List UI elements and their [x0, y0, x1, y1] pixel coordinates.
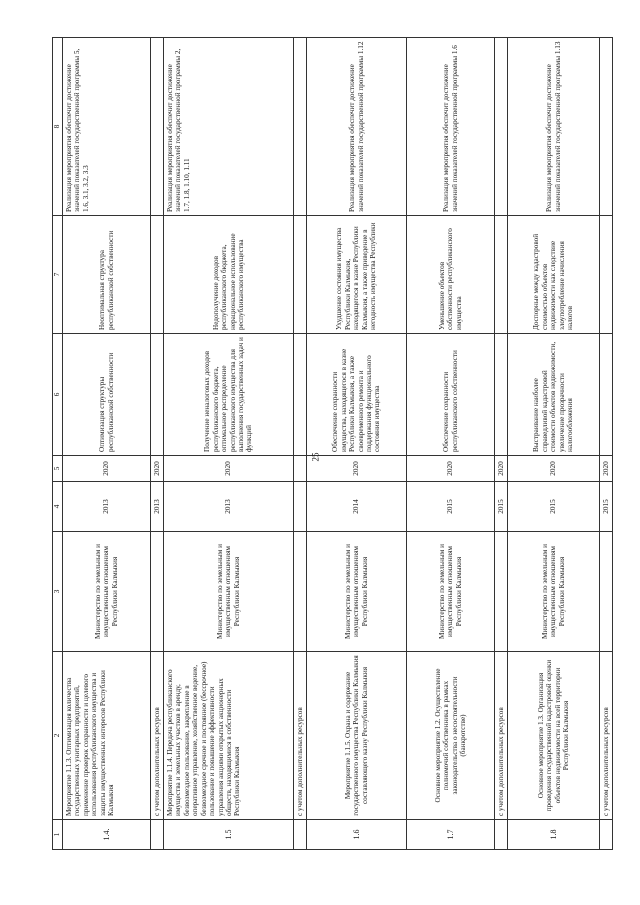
activity-cell: Мероприятие 1.1.4. Передача республиканского имущества и земельных участков в аренду, безвозмездное пользование, закрепление в оперативное управление, хозяйственное ведение, безвозмездное срочное и постоянное (бессрочное) пользование и повышение эффективности управления акциями открытых акционерных обществ, находящимися в собственности Республики Калмыкия: [164, 652, 294, 820]
extra-resources-label: с учетом дополнительных ресурсов: [495, 652, 508, 820]
executor-cell: Министерство по земельным и имущественным отношениям Республики Калмыкия: [508, 532, 600, 652]
extra-resources-row: [600, 38, 613, 850]
extra-resources-row: [495, 38, 508, 850]
executor-cell: Министерство по земельным и имущественным отношениям Республики Калмыкия: [63, 532, 151, 652]
extra-start-year: [294, 482, 307, 532]
table-row: [508, 38, 600, 850]
indicator-cell: Реализация мероприятия обеспечит достижение значений показателей государственной программы 1.6: [407, 38, 495, 216]
end-year-cell: 2020: [63, 456, 151, 482]
row-number: 1.4.: [63, 820, 151, 850]
consequence-cell: Неоптимальная структура республиканской собственности: [63, 216, 151, 334]
extra-end-year: 2020: [600, 456, 613, 482]
indicator-cell: Реализация мероприятия обеспечит достижение значений показателей государственной программы 5, 1.6, 3.1, 3.2, 3.3: [63, 38, 151, 216]
header-cell: 6: [53, 334, 63, 456]
extra-resources-label: с учетом дополнительных ресурсов: [151, 652, 164, 820]
result-cell: Оптимизация структуры республиканской собственности: [63, 334, 151, 456]
table-row: [407, 38, 495, 850]
end-year-cell: 2020: [508, 456, 600, 482]
rotated-table-container: [52, 38, 610, 850]
extra-resources-row: [294, 38, 307, 850]
indicator-cell: Реализация мероприятия обеспечит достижение значений показателей государственной программы 1.12: [307, 38, 407, 216]
result-cell: Обеспечение сохранности республиканского собственности: [407, 334, 495, 456]
header-row: [53, 38, 63, 850]
end-year-cell: 2020: [164, 456, 294, 482]
extra-end-year: 2020: [151, 456, 164, 482]
header-cell: 7: [53, 216, 63, 334]
extra-end-year: 2020: [495, 456, 508, 482]
result-cell: Получение неналоговых доходов республиканского бюджета, оптимальное распределение республиканского имущества для выполнения государственных задач и функций: [164, 334, 294, 456]
start-year-cell: 2013: [63, 482, 151, 532]
start-year-cell: 2015: [407, 482, 495, 532]
header-cell: 5: [53, 456, 63, 482]
executor-cell: Министерство по земельным и имущественным отношениям Республики Калмыкия: [407, 532, 495, 652]
indicator-cell: Реализация мероприятия обеспечит достижение значений показателей государственной программы 1.13: [508, 38, 600, 216]
consequence-cell: Уменьшение объектов собственности республиканского имущества: [407, 216, 495, 334]
extra-start-year: 2013: [151, 482, 164, 532]
extra-end-year: [294, 456, 307, 482]
consequence-cell: Доспорные между кадастровой стоимостью объектов недвижимости как следствие злоупотребление начисления налогов: [508, 216, 600, 334]
extra-resources-row: [151, 38, 164, 850]
header-cell: 8: [53, 38, 63, 216]
start-year-cell: 2014: [307, 482, 407, 532]
consequence-cell: Ухудшение состояния имущества Республики Калмыкия, находящегося в казне Республики Калмыкия, а также приведение в негодность имущества Республики: [307, 216, 407, 334]
header-cell: 2: [53, 652, 63, 820]
rotated-table: [52, 38, 610, 850]
activity-cell: Мероприятие 1.1.5. Охрана и содержание государственного имущества Республики Калмыкия составляющего казну Республики Калмыкия: [307, 652, 407, 820]
end-year-cell: 2020: [407, 456, 495, 482]
row-number: 1.5: [164, 820, 294, 850]
executor-cell: Министерство по земельным и имущественным отношениям Республики Калмыкия: [307, 532, 407, 652]
start-year-cell: 2013: [164, 482, 294, 532]
activity-cell: Мероприятие 1.1.3. Оптимизация количества государственных унитарных предприятий, применение проверок сохранности и целевого использования республиканского имущества и защиты имущественных интересов Республики Калмыкия: [63, 652, 151, 820]
extra-resources-label: с учетом дополнительных ресурсов: [294, 652, 307, 820]
header-cell: 3: [53, 532, 63, 652]
result-cell: Выстраивание наиболее справедливой кадастровой стоимости объектов недвижимости, увеличение прозрачности налогообложения: [508, 334, 600, 456]
row-number: 1.6: [307, 820, 407, 850]
table-row: [63, 38, 151, 850]
result-cell: Обеспечение сохранности имущества, находящегося в казне Республики Калмыкия, а также своевременного ремонта и поддержания функционального состояния имущества: [307, 334, 407, 456]
activity-cell: Основное мероприятие 1.3. Организация проведения государственной кадастровой оценки объектов недвижимости на всей территории Республики Калмыкия: [508, 652, 600, 820]
row-number: 1.7: [407, 820, 495, 850]
program-table: [52, 37, 613, 850]
start-year-cell: 2015: [508, 482, 600, 532]
consequence-cell: Недополучение доходов республиканского бюджета, нерациональное использование республиканского имущества: [164, 216, 294, 334]
indicator-cell: Реализация мероприятия обеспечит достижение значений показателей государственной программы 2, 1.7, 1.8, 1.10, 1.11: [164, 38, 294, 216]
page-number: 25: [310, 452, 321, 462]
row-number: 1.8: [508, 820, 600, 850]
table-row: [164, 38, 294, 850]
header-cell: 4: [53, 482, 63, 532]
activity-cell: Основное мероприятие 1.2. Осуществление полномочий собственника в рамках законодательства о несостоятельности (банкротстве): [407, 652, 495, 820]
table-row: [307, 38, 407, 850]
extra-resources-label: с учетом дополнительных ресурсов: [600, 652, 613, 820]
executor-cell: Министерство по земельным и имущественным отношениям Республики Калмыкия: [164, 532, 294, 652]
extra-start-year: 2015: [600, 482, 613, 532]
extra-start-year: 2015: [495, 482, 508, 532]
header-cell: 1: [53, 820, 63, 850]
end-year-cell: 2020: [307, 456, 407, 482]
